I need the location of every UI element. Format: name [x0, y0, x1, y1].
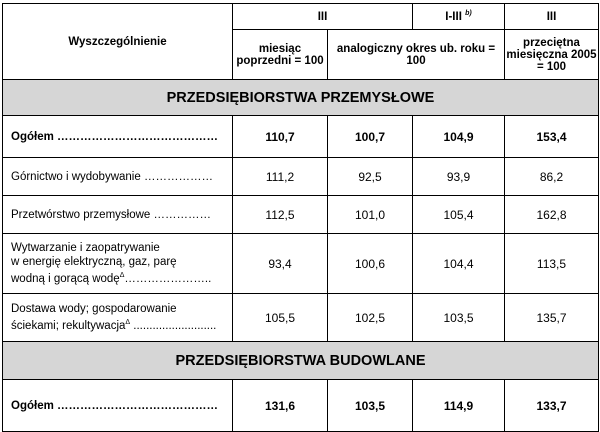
- cell-value: 86,2: [505, 158, 599, 196]
- cell-value: 162,8: [505, 196, 599, 234]
- cell-value: 113,5: [505, 234, 599, 294]
- cell-value: 92,5: [328, 158, 413, 196]
- cell-value: 101,0: [328, 196, 413, 234]
- cell-value: 104,9: [413, 116, 505, 158]
- cell-value: 93,4: [233, 234, 328, 294]
- row-label: Wytwarzanie i zaopatrywanie w energię elektryczną, gaz, parę wodną i gorącą wodę$^\Delta$…………………..: [3, 234, 233, 294]
- cell-value: 103,5: [328, 380, 413, 432]
- header-group-i-iii: I-III $^{b)}$: [413, 4, 505, 30]
- cell-value: 103,5: [413, 294, 505, 342]
- cell-value: 110,7: [233, 116, 328, 158]
- row-label: Górnictwo i wydobywanie ………………: [3, 158, 233, 196]
- cell-value: 153,4: [505, 116, 599, 158]
- header-prev-month: miesiąc poprzedni = 100: [233, 30, 328, 80]
- cell-value: 105,5: [233, 294, 328, 342]
- cell-value: 105,4: [413, 196, 505, 234]
- cell-value: 135,7: [505, 294, 599, 342]
- row-label: Ogółem ……………………………………: [3, 116, 233, 158]
- section-title-industrial: PRZEDSIĘBIORSTWA PRZEMYSŁOWE: [3, 80, 599, 116]
- section-title-construction: PRZEDSIĘBIORSTWA BUDOWLANE: [3, 342, 599, 380]
- cell-value: 93,9: [413, 158, 505, 196]
- row-label: Przetwórstwo przemysłowe ……………: [3, 196, 233, 234]
- data-table: [2, 3, 599, 432]
- cell-value: 114,9: [413, 380, 505, 432]
- header-avg-2005: przeciętna miesięczna 2005 = 100: [505, 30, 599, 80]
- cell-value: 100,6: [328, 234, 413, 294]
- header-group-iii: III: [233, 4, 413, 30]
- cell-value: 112,5: [233, 196, 328, 234]
- header-group-iii-2: III: [505, 4, 599, 30]
- cell-value: 133,7: [505, 380, 599, 432]
- header-same-period: analogiczny okres ub. roku = 100: [328, 30, 505, 80]
- cell-value: 131,6: [233, 380, 328, 432]
- header-first-col: Wyszczególnienie: [3, 4, 233, 80]
- cell-value: 100,7: [328, 116, 413, 158]
- cell-value: 104,4: [413, 234, 505, 294]
- cell-value: 102,5: [328, 294, 413, 342]
- cell-value: 111,2: [233, 158, 328, 196]
- row-label: Ogółem ……………………………………: [3, 380, 233, 432]
- row-label: Dostawa wody; gospodarowanie ściekami; rekultywacja$^\Delta$ ..........................: [3, 294, 233, 342]
